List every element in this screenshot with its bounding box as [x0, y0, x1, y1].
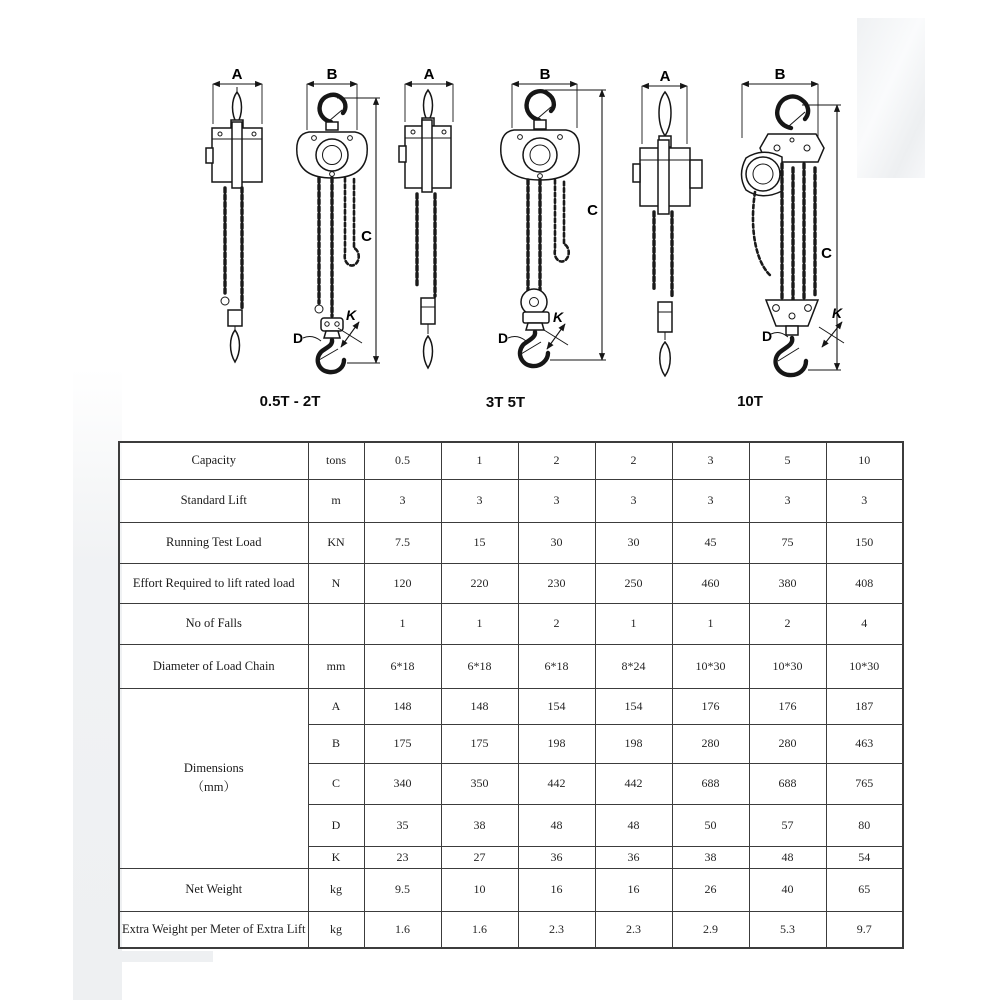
- spec-value-cell: 30: [595, 522, 672, 563]
- spec-value-cell: 3: [826, 479, 903, 522]
- background-gradient-left: [73, 368, 122, 1000]
- dim-label-b: B: [539, 66, 551, 83]
- spec-row-label: Standard Lift: [119, 479, 308, 522]
- dim-label-b: B: [326, 66, 338, 83]
- dim-label-k: K: [552, 309, 564, 325]
- spec-row-label: Capacity: [119, 442, 308, 479]
- table-row: [119, 479, 903, 522]
- spec-value-cell: 48: [749, 846, 826, 868]
- spec-value-cell: 3: [518, 479, 595, 522]
- dim-label-b: B: [774, 66, 786, 83]
- spec-value-cell: 10: [826, 442, 903, 479]
- front-view: [742, 84, 825, 375]
- spec-value-cell: 1: [595, 603, 672, 644]
- spec-value-cell: 15: [441, 522, 518, 563]
- dim-label-c: C: [821, 245, 832, 262]
- spec-value-cell: 80: [826, 804, 903, 846]
- spec-value-cell: 1: [672, 603, 749, 644]
- spec-value-cell: 280: [672, 724, 749, 763]
- spec-value-cell: 2: [595, 442, 672, 479]
- spec-value-cell: 688: [672, 763, 749, 804]
- spec-value-cell: 45: [672, 522, 749, 563]
- spec-value-cell: 176: [672, 688, 749, 724]
- spec-value-cell: 3: [672, 442, 749, 479]
- spec-value-cell: 6*18: [364, 644, 441, 688]
- spec-row-label: Net Weight: [119, 868, 308, 911]
- spec-value-cell: 5.3: [749, 911, 826, 948]
- spec-value-cell: 1: [441, 442, 518, 479]
- spec-unit-cell: m: [308, 479, 364, 522]
- spec-unit-cell: mm: [308, 644, 364, 688]
- spec-dimension-key: C: [308, 763, 364, 804]
- spec-value-cell: 176: [749, 688, 826, 724]
- spec-value-cell: 16: [518, 868, 595, 911]
- side-view: [399, 84, 453, 368]
- spec-value-cell: 120: [364, 563, 441, 603]
- spec-value-cell: 148: [364, 688, 441, 724]
- spec-value-cell: 4: [826, 603, 903, 644]
- spec-value-cell: 442: [595, 763, 672, 804]
- caption-3t-5t: 3T 5T: [485, 394, 526, 411]
- spec-value-cell: 36: [518, 846, 595, 868]
- dimensions-label-line2: （mm）: [191, 780, 236, 794]
- table-row: [119, 644, 903, 688]
- dimension-lines: [232, 66, 380, 363]
- spec-value-cell: 30: [518, 522, 595, 563]
- spec-value-cell: 26: [672, 868, 749, 911]
- spec-value-cell: 175: [364, 724, 441, 763]
- spec-value-cell: 10*30: [749, 644, 826, 688]
- side-view: [206, 84, 262, 362]
- dim-label-a: A: [423, 66, 435, 83]
- spec-value-cell: 250: [595, 563, 672, 603]
- spec-value-cell: 10*30: [672, 644, 749, 688]
- spec-value-cell: 10*30: [826, 644, 903, 688]
- dim-label-c: C: [587, 202, 598, 219]
- spec-value-cell: 1.6: [441, 911, 518, 948]
- spec-value-cell: 3: [749, 479, 826, 522]
- caption-10t: 10T: [737, 393, 763, 410]
- spec-value-cell: 2.9: [672, 911, 749, 948]
- spec-table-container: [118, 441, 904, 949]
- spec-value-cell: 40: [749, 868, 826, 911]
- spec-unit-cell: [308, 603, 364, 644]
- front-view: [297, 84, 368, 372]
- dim-label-a: A: [659, 68, 671, 85]
- spec-value-cell: 6*18: [518, 644, 595, 688]
- spec-unit-cell: tons: [308, 442, 364, 479]
- dim-label-c: C: [361, 228, 372, 245]
- spec-value-cell: 36: [595, 846, 672, 868]
- spec-row-label: Extra Weight per Meter of Extra Lift: [119, 911, 308, 948]
- spec-value-cell: 8*24: [595, 644, 672, 688]
- spec-value-cell: 9.5: [364, 868, 441, 911]
- dim-label-k: K: [831, 305, 843, 321]
- spec-value-cell: 7.5: [364, 522, 441, 563]
- hoist-drawing-10t: [630, 60, 850, 384]
- spec-value-cell: 280: [749, 724, 826, 763]
- spec-value-cell: 230: [518, 563, 595, 603]
- background-gradient-bottom: [121, 951, 213, 962]
- spec-value-cell: 3: [595, 479, 672, 522]
- spec-value-cell: 150: [826, 522, 903, 563]
- caption-05t-2t: 0.5T - 2T: [259, 393, 321, 410]
- spec-value-cell: 3: [364, 479, 441, 522]
- table-row: [119, 442, 903, 479]
- table-row: [119, 522, 903, 563]
- spec-value-cell: 27: [441, 846, 518, 868]
- spec-value-cell: 408: [826, 563, 903, 603]
- spec-row-label: Effort Required to lift rated load: [119, 563, 308, 603]
- spec-value-cell: 148: [441, 688, 518, 724]
- spec-value-cell: 187: [826, 688, 903, 724]
- spec-value-cell: 6*18: [441, 644, 518, 688]
- hoist-drawing-3t-5t: [395, 60, 610, 380]
- spec-value-cell: 380: [749, 563, 826, 603]
- dim-label-d: D: [761, 328, 773, 344]
- spec-value-cell: 463: [826, 724, 903, 763]
- spec-value-cell: 10: [441, 868, 518, 911]
- table-row: [119, 868, 903, 911]
- spec-row-label: Running Test Load: [119, 522, 308, 563]
- spec-dimension-key: B: [308, 724, 364, 763]
- spec-value-cell: 765: [826, 763, 903, 804]
- spec-value-cell: 154: [518, 688, 595, 724]
- spec-unit-cell: kg: [308, 911, 364, 948]
- dim-label-d: D: [497, 330, 509, 346]
- spec-value-cell: 3: [441, 479, 518, 522]
- spec-value-cell: 5: [749, 442, 826, 479]
- spec-value-cell: 3: [672, 479, 749, 522]
- spec-value-cell: 688: [749, 763, 826, 804]
- spec-value-cell: 350: [441, 763, 518, 804]
- spec-value-cell: 154: [595, 688, 672, 724]
- table-row: [119, 911, 903, 948]
- dimensions-label-line1: Dimensions: [183, 760, 244, 775]
- dim-label-d: D: [292, 330, 304, 346]
- spec-value-cell: 35: [364, 804, 441, 846]
- front-view: [501, 84, 579, 366]
- spec-value-cell: 54: [826, 846, 903, 868]
- spec-value-cell: 75: [749, 522, 826, 563]
- spec-value-cell: 198: [595, 724, 672, 763]
- spec-value-cell: 460: [672, 563, 749, 603]
- spec-dimension-key: D: [308, 804, 364, 846]
- spec-value-cell: 48: [595, 804, 672, 846]
- spec-row-label: Diameter of Load Chain: [119, 644, 308, 688]
- spec-value-cell: 9.7: [826, 911, 903, 948]
- spec-value-cell: 442: [518, 763, 595, 804]
- side-view: [633, 86, 702, 376]
- hoist-drawing-05t-2t: [195, 60, 385, 380]
- spec-unit-cell: kg: [308, 868, 364, 911]
- spec-value-cell: 220: [441, 563, 518, 603]
- dimension-lines: [424, 66, 606, 360]
- spec-value-cell: 2: [518, 603, 595, 644]
- table-row: [119, 688, 903, 724]
- spec-value-cell: 65: [826, 868, 903, 911]
- spec-value-cell: 1.6: [364, 911, 441, 948]
- spec-row-label: No of Falls: [119, 603, 308, 644]
- spec-value-cell: 2: [518, 442, 595, 479]
- table-row: [119, 563, 903, 603]
- hoist-drawing-05t-2t-svg: [195, 60, 385, 380]
- spec-unit-cell: KN: [308, 522, 364, 563]
- spec-value-cell: 1: [441, 603, 518, 644]
- dim-label-k: K: [345, 307, 357, 323]
- spec-value-cell: 23: [364, 846, 441, 868]
- spec-table: [118, 441, 904, 949]
- table-row: [119, 603, 903, 644]
- spec-value-cell: 57: [749, 804, 826, 846]
- dim-label-a: A: [231, 66, 243, 83]
- hoist-drawing-10t-svg: [630, 60, 850, 384]
- spec-value-cell: 38: [441, 804, 518, 846]
- spec-value-cell: 48: [518, 804, 595, 846]
- spec-value-cell: 2: [749, 603, 826, 644]
- spec-value-cell: 38: [672, 846, 749, 868]
- spec-unit-cell: N: [308, 563, 364, 603]
- spec-dimension-key: A: [308, 688, 364, 724]
- spec-value-cell: 175: [441, 724, 518, 763]
- spec-dimension-key: K: [308, 846, 364, 868]
- spec-dimensions-label: [119, 688, 308, 868]
- spec-value-cell: 340: [364, 763, 441, 804]
- spec-value-cell: 16: [595, 868, 672, 911]
- spec-value-cell: 1: [364, 603, 441, 644]
- spec-value-cell: 50: [672, 804, 749, 846]
- spec-value-cell: 2.3: [518, 911, 595, 948]
- background-gradient-top-right: [857, 18, 925, 178]
- spec-value-cell: 2.3: [595, 911, 672, 948]
- spec-value-cell: 198: [518, 724, 595, 763]
- hoist-drawing-3t-5t-svg: [395, 60, 610, 380]
- spec-value-cell: 0.5: [364, 442, 441, 479]
